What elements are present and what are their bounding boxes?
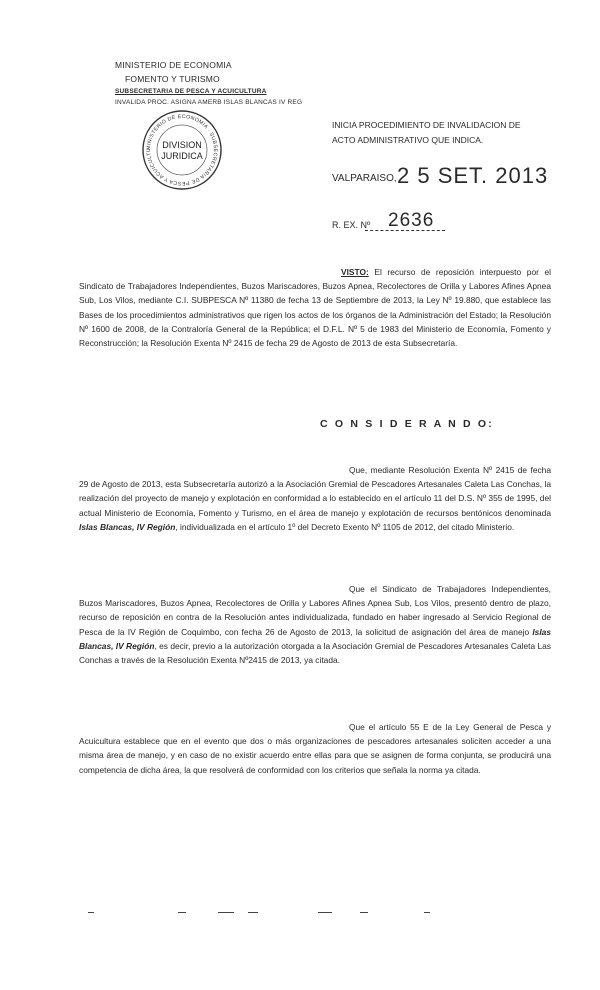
scan-mark [360, 912, 368, 913]
p3-rest: Pesca y Acuicultura establece que en el evento que dos o más organizaciones de pescadores artesanales soliciten acceder a una misma área de manejo, y en caso de no existir acuerdo entre ellas para que se asignen de forma conjunta, se producirá una competencia de dicha área, la que resolverá de conformidad con los criterios que señala la norma ya citada. [79, 722, 552, 775]
stamp-line-1: DIVISION [162, 140, 202, 150]
p1-rest-a: fecha 29 de Agosto de 2013, esta Subsecretaría autorizó a la Asociación Gremial de Pescadores Artesanales Caleta Las Conchas, la realización del proyecto de manejo y explotación en conformidad a lo establecido en el artículo 11 del D.S. Nº 355 de 1995, del actual Ministerio de Economía, Fomento y Turismo, en el área de manejo y explotación de recursos bentónicos denominada [79, 465, 551, 518]
title-line-2: ACTO ADMINISTRATIVO QUE INDICA. [332, 135, 484, 145]
considerando-paragraph-2 [79, 582, 551, 667]
title-line-1: INICIA PROCEDIMIENTO DE INVALIDACION DE [332, 120, 521, 130]
visto-paragraph [79, 265, 551, 350]
considerando-heading: C O N S I D E R A N D O: [320, 418, 494, 430]
resolution-number: 2636 [388, 210, 435, 231]
p1-emphasis: Islas Blancas, IV Región [79, 521, 176, 532]
p3-start: Que el artículo 55 E de la Ley General de [349, 722, 517, 732]
scan-mark [248, 912, 258, 913]
resolution-title [332, 118, 572, 148]
stamp-line-2: JURIDICA [161, 151, 203, 161]
visto-text-rest: por el Sindicato de Trabajadores Independientes, Buzos Mariscadores, Buzos Apnea, Recolectores de Orilla y Labores Afines Apnea Sub, Los Vilos, mediante C.I. SUBPESCA Nº 11380 de fecha 13 de Septiembre de 2013, la Ley Nº 19.880, que establece las Bases de los procedimientos administrativos que rigen los actos de los órganos de la Administración del Estado; la Resolución Nº 1600 de 2008, de la Contraloría General de la República; el D.F.L. Nº 5 de 1983 del Ministerio de Economía, Fomento y Reconstrucción; la Resolución Exenta Nº 2415 de fecha 29 de Agosto de 2013 de esta Subsecretaría. [79, 267, 552, 349]
p2-emphasis: Islas Blancas, IV Región [79, 626, 551, 651]
considerando-paragraph-3 [79, 720, 551, 777]
p2-rest-b: , es decir, previo a la autorización otorgada a la Asociación Gremial de Pescadores Artesanales Caleta Las Conchas a través de la Resolución Exenta Nº2415 de 2013, ya citada. [79, 640, 551, 666]
division-juridica-stamp [141, 109, 223, 191]
visto-text-start: El recurso de reposición interpuesto [368, 267, 522, 277]
scan-mark [88, 912, 94, 913]
scan-mark [178, 912, 186, 913]
ministry-line-1: MINISTERIO DE ECONOMIA [115, 60, 232, 70]
stamped-date: 2 5 SET. 2013 [397, 163, 549, 188]
p2-start: Que el Sindicato de Trabajadores [349, 584, 486, 594]
ministry-line-2: FOMENTO Y TURISMO [125, 74, 220, 84]
scan-mark [424, 912, 430, 913]
scan-mark [318, 912, 332, 913]
stamp-ring-text: MINISTERIO DE ECONOMIA · SUBSECRETARIA DE PESCA Y ACUICULTU [145, 113, 219, 187]
invalida-line: INVALIDA PROC. ASIGNA AMERB ISLAS BLANCAS IV REG [115, 99, 303, 106]
p1-start: Que, mediante Resolución Exenta Nº 2415 de [349, 465, 528, 475]
considerando-paragraph-1 [79, 463, 551, 534]
place-label: VALPARAISO, [332, 173, 397, 184]
p2-rest-a: Independientes, Buzos Mariscadores, Buzos Apnea, Recolectores de Orilla y Labores Afines Apnea Sub, Los Vilos, presentó dentro de plazo, recurso de reposición en contra de la Resolución antes individualizada, fundado en haber ingresado al Servicio Regional de Pesca de la IV Región de Coquimbo, con fecha 26 de Agosto de 2013, la solicitud de asignación del área de manejo [79, 584, 552, 637]
subsecretaria-line: SUBSECRETARIA DE PESCA Y ACUICULTURA [115, 88, 267, 95]
p1-rest-b: , individualizada en el artículo 1º del Decreto Exento Nº 1105 de 2012, del citado Ministerio. [175, 521, 515, 532]
resolution-label: R. EX. Nº [332, 220, 371, 230]
scan-mark [218, 912, 234, 913]
visto-label: VISTO: [341, 267, 369, 277]
